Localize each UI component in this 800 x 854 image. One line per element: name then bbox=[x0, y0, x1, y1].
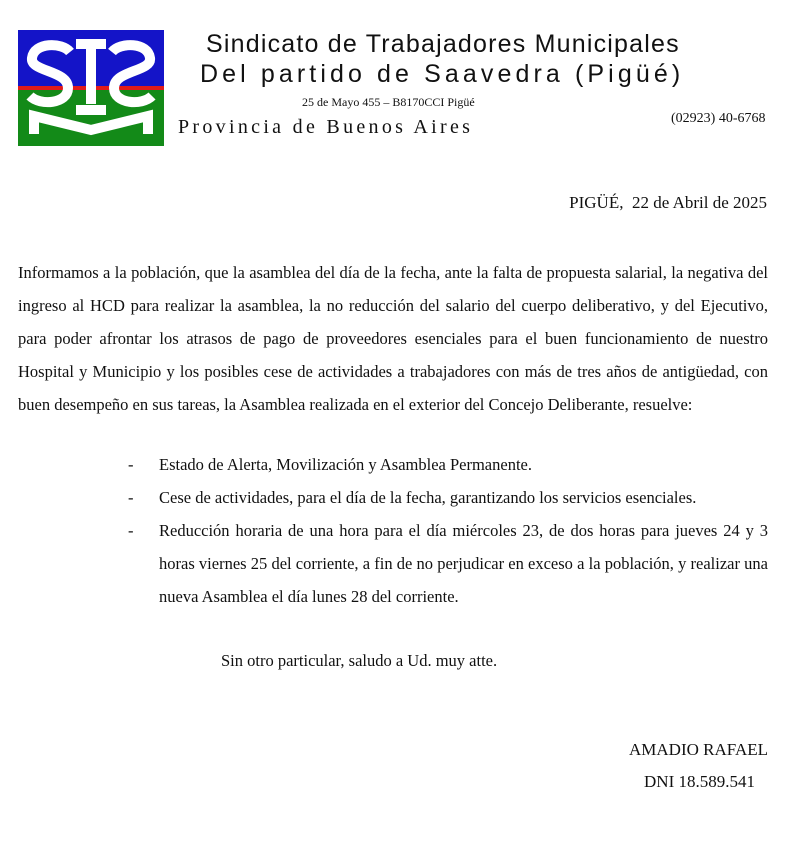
list-item bbox=[128, 481, 768, 514]
org-province: Provincia de Buenos Aires bbox=[178, 116, 474, 138]
list-item bbox=[128, 514, 768, 613]
closing-line: Sin otro particular, saludo a Ud. muy atte. bbox=[221, 651, 498, 670]
bullet-dash: - bbox=[128, 488, 134, 507]
signature-name: AMADIO RAFAEL bbox=[629, 740, 768, 759]
org-phone: (02923) 40-6768 bbox=[671, 111, 766, 126]
resolution-text: Estado de Alerta, Movilización y Asamblea Permanente. bbox=[159, 455, 532, 474]
org-address: 25 de Mayo 455 – B8170CCI Pigüé bbox=[302, 95, 475, 109]
union-logo bbox=[18, 30, 164, 146]
bullet-dash: - bbox=[128, 521, 134, 540]
resolutions-list bbox=[128, 448, 768, 613]
bullet-dash: - bbox=[128, 455, 134, 474]
letter-date: PIGÜÉ, 22 de Abril de 2025 bbox=[569, 193, 767, 212]
org-name-line2: Del partido de Saavedra (Pigüé) bbox=[200, 60, 685, 88]
signature-dni: DNI 18.589.541 bbox=[644, 772, 755, 791]
org-name-line1: Sindicato de Trabajadores Municipales bbox=[206, 30, 680, 58]
letter-body: Informamos a la población, que la asamblea del día de la fecha, ante la falta de propuesta salarial, la negativa del ingreso al HCD para realizar la asamblea, la no reducción del salario del cuerpo deliberativo, y del Ejecutivo, para poder afrontar los atrasos de pago de proveedores esenciales para el buen funcionamiento de nuestro Hospital y Municipio y los posibles cese de actividades a trabajadores con más de tres años de antigüedad, con buen desempeño en sus tareas, la Asamblea realizada en el exterior del Concejo Deliberante, resuelve: bbox=[18, 263, 768, 414]
resolution-text: Cese de actividades, para el día de la fecha, garantizando los servicios esenciales. bbox=[159, 488, 697, 507]
resolution-text: Reducción horaria de una hora para el día miércoles 23, de dos horas para jueves 24 y 3 horas viernes 25 del corriente, a fin de no perjudicar en exceso a la población, y realizar una nueva Asamblea el día lunes 28 del corriente. bbox=[159, 521, 768, 606]
list-item bbox=[128, 448, 768, 481]
